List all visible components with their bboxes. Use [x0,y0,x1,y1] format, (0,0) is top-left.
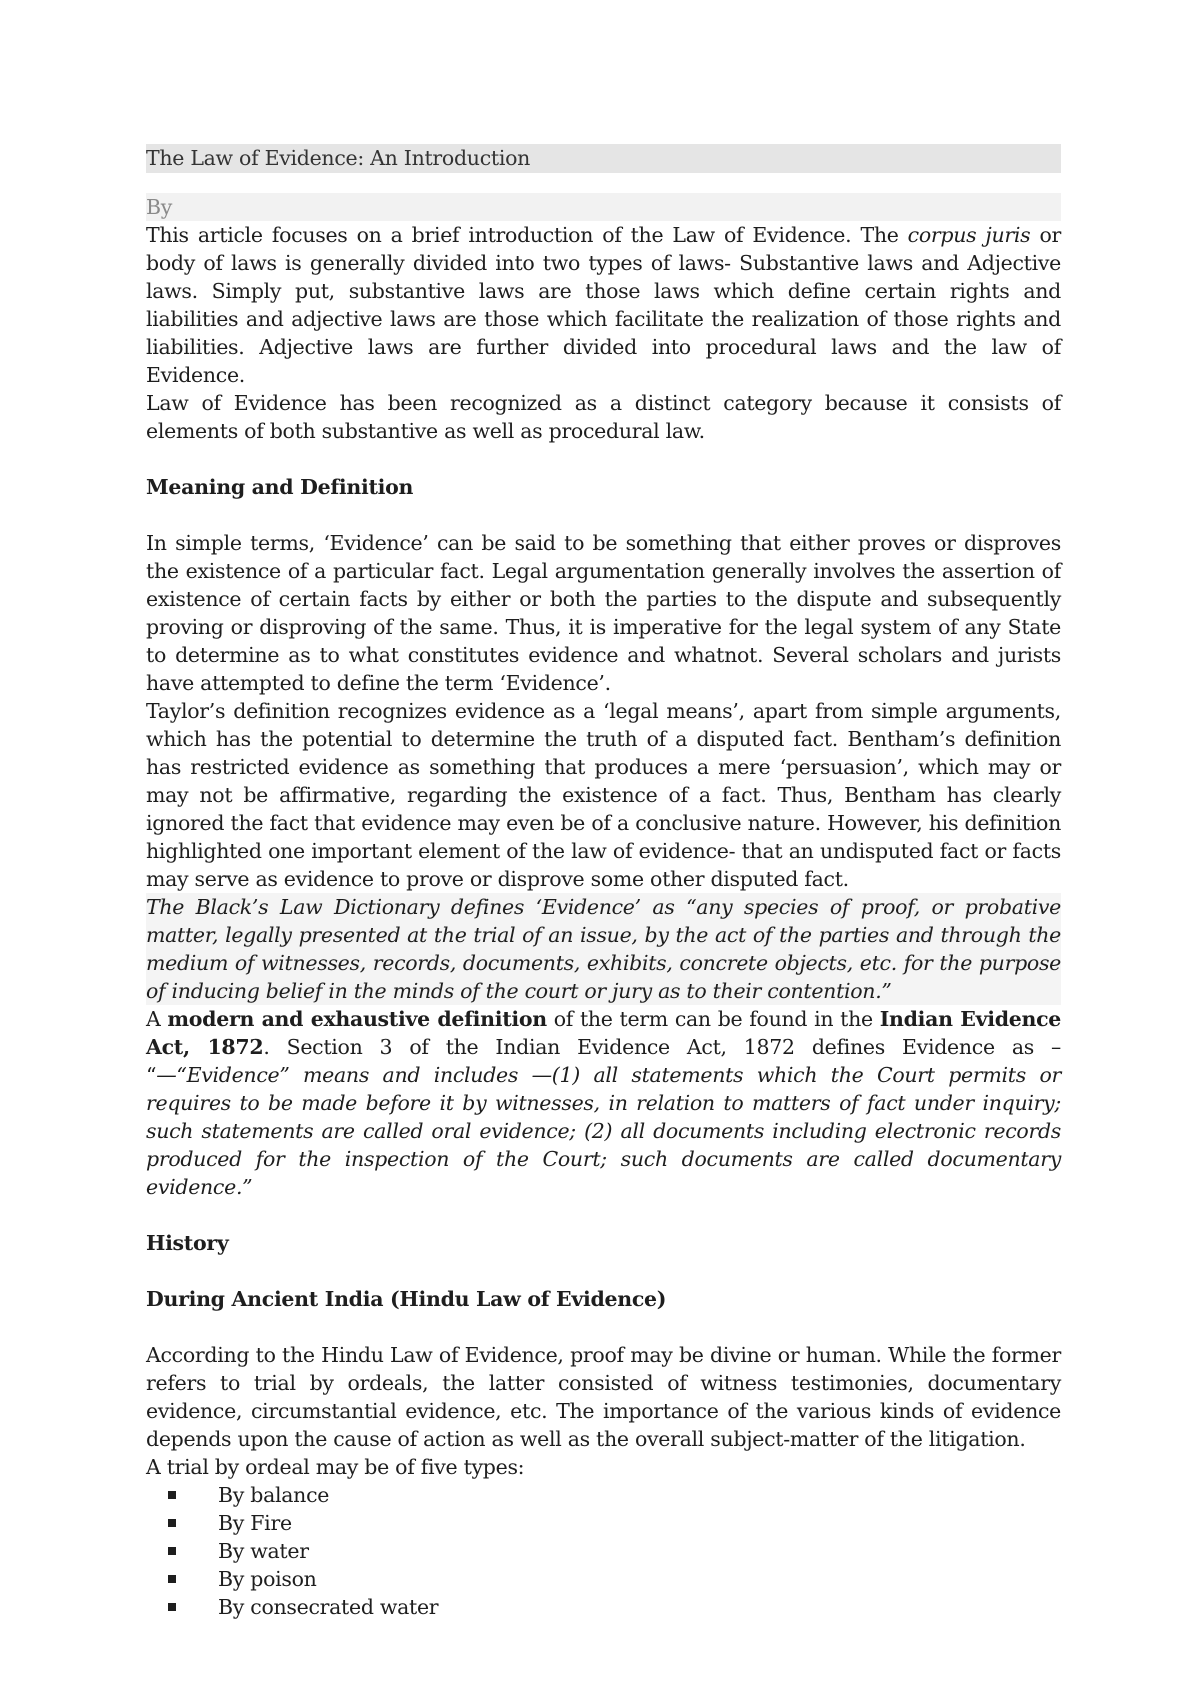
section-3-quote: —“Evidence” means and includes —(1) all statements which the Court permits or requires to be made before it by witnesses, in relation to matters of fact under inquiry; such statements are called oral evidence; (2) all documents including electronic records produced for the inspection of the Court; such documents are called documentary evidence.” [146,1063,1061,1199]
p3-text-c: . Section 3 of the Indian Evidence Act, 1872 defines Evidence as – “ [146,1035,1061,1087]
p3-text-a: A [146,1007,168,1031]
list-item-label: By water [218,1539,309,1563]
square-bullet-icon [168,1547,176,1555]
ancient-india-subheading: During Ancient India (Hindu Law of Evidence) [146,1287,667,1311]
square-bullet-icon [168,1491,176,1499]
intro-paragraph-2: Law of Evidence has been recognized as a distinct category because it consists of elements of both substantive as well as procedural law. [146,391,1061,443]
meaning-heading: Meaning and Definition [146,475,414,499]
list-item [146,1565,1061,1593]
history-heading: History [146,1231,229,1255]
list-item-label: By Fire [218,1511,292,1535]
meaning-paragraph-2: Taylor’s definition recognizes evidence as a ‘legal means’, apart from simple arguments, which has the potential to determine the truth of a disputed fact. Bentham’s definition has restricted evidence as something that produces a mere ‘persuasion’, which may or may not be affirmative, regarding the existence of a fact. Thus, Bentham has clearly ignored the fact that evidence may even be of a conclusive nature. However, his definition highlighted one important element of the law of evidence- that an undisputed fact or facts may serve as evidence to prove or disprove some other disputed fact. [146,699,1061,891]
meaning-paragraph-1: In simple terms, ‘Evidence’ can be said to be something that either proves or disproves the existence of a particular fact. Legal argumentation generally involves the assertion of existence of certain facts by either or both the parties to the dispute and subsequently proving or disproving of the same. Thus, it is imperative for the legal system of any State to determine as to what constitutes evidence and whatnot. Several scholars and jurists have attempted to define the term ‘Evidence’. [146,531,1061,695]
list-item [146,1481,1061,1509]
history-paragraph-1: According to the Hindu Law of Evidence, proof may be divine or human. While the former refers to trial by ordeals, the latter consisted of witness testimonies, documentary evidence, circumstantial evidence, etc. The importance of the various kinds of evidence depends upon the cause of action as well as the overall subject-matter of the litigation. [146,1343,1061,1451]
intro-paragraph-1 [146,221,1061,389]
corpus-juris-term: corpus juris [907,223,1031,247]
list-item [146,1537,1061,1565]
square-bullet-icon [168,1519,176,1527]
list-item-label: By balance [218,1483,330,1507]
intro-text-b: or body of laws is generally divided into two types of laws- Substantive laws and Adjective laws. Simply put, substantive laws are those laws which define certain rights and liabilities and adjective laws are those which facilitate the realization of those rights and liabilities. Adjective laws are further divided into procedural laws and the law of Evidence. [146,223,1061,387]
blacks-law-quote: The Black’s Law Dictionary defines ‘Evidence’ as “any species of proof, or probative matter, legally presented at the trial of an issue, by the act of the parties and through the medium of witnesses, records, documents, exhibits, concrete objects, etc. for the purpose of inducing belief in the minds of the court or jury as to their contention.” [146,895,1061,1003]
list-item [146,1593,1061,1621]
p3-text-b: of the term can be found in the [546,1007,880,1031]
ordeal-list [146,1481,1061,1621]
meaning-paragraph-3 [146,1005,1061,1201]
list-item [146,1509,1061,1537]
square-bullet-icon [168,1603,176,1611]
list-item-label: By poison [218,1567,317,1591]
p3-bold-act: Indian Evidence Act, 1872 [146,1007,1061,1059]
byline: By [146,193,1061,221]
intro-text-a: This article focuses on a brief introduction of the Law of Evidence. The [146,223,908,247]
p3-bold-definition: modern and exhaustive definition [167,1007,547,1031]
document-body [146,144,1061,1621]
square-bullet-icon [168,1575,176,1583]
history-paragraph-2: A trial by ordeal may be of five types: [146,1455,525,1479]
document-title: The Law of Evidence: An Introduction [146,144,1061,173]
list-item-label: By consecrated water [218,1595,439,1619]
